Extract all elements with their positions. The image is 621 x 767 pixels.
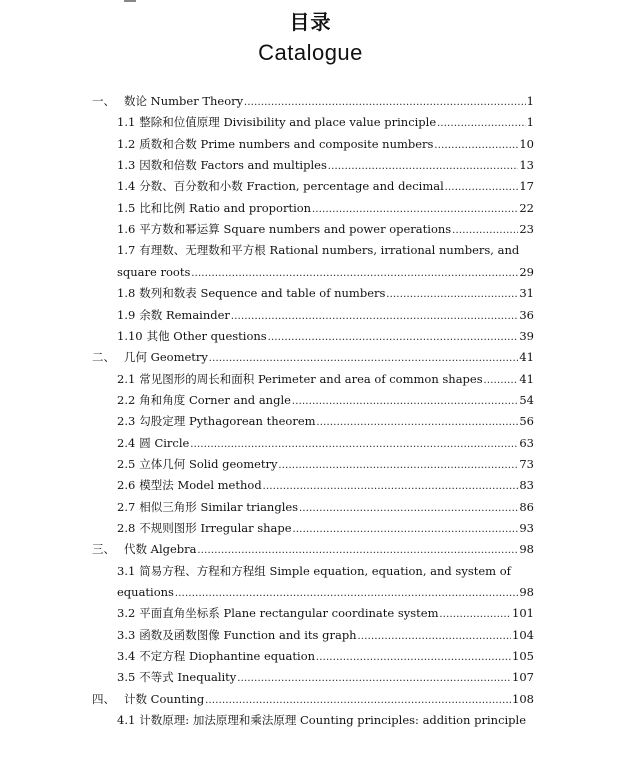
- entry-label: 代数 Algebra: [124, 542, 197, 557]
- page-number: 107: [512, 670, 534, 685]
- toc-section-row[interactable]: [117, 156, 534, 174]
- dot-leader: [237, 669, 511, 687]
- toc-section-row[interactable]: [117, 135, 534, 153]
- dot-leader: [205, 691, 511, 709]
- toc-section-row[interactable]: [117, 199, 534, 217]
- page-number: 1: [526, 115, 534, 130]
- toc-section-row[interactable]: [117, 113, 534, 131]
- entry-label: 分数、百分数和小数 Fraction, percentage and decimal: [139, 179, 444, 194]
- entry-number: 3.4: [117, 649, 136, 664]
- dot-leader: [452, 221, 518, 239]
- dot-leader: [316, 648, 511, 666]
- entry-number: 1.2: [117, 136, 136, 151]
- page-number: 54: [519, 392, 534, 407]
- dot-leader: [484, 371, 519, 389]
- entry-label: 因数和倍数 Factors and multiples: [139, 158, 327, 173]
- toc-section-row-continuation[interactable]: [117, 263, 534, 281]
- toc-section-row[interactable]: [117, 455, 534, 473]
- page-number: 13: [519, 158, 534, 173]
- toc-section-row[interactable]: [117, 370, 534, 388]
- toc-section-row[interactable]: [117, 519, 534, 537]
- toc-section-row[interactable]: [117, 306, 534, 324]
- page-number: 1: [526, 94, 534, 108]
- toc-section-row[interactable]: [117, 327, 534, 345]
- entry-number: 1.5: [117, 200, 136, 215]
- page-title-chinese: 目录: [289, 10, 332, 34]
- entry-number: 二、: [92, 350, 115, 365]
- top-edge-mark: [124, 0, 136, 2]
- toc-section-row[interactable]: [117, 391, 534, 409]
- entry-label: 平方数和幂运算 Square numbers and power operations: [139, 222, 452, 237]
- entry-label: 勾股定理 Pythagorean theorem: [139, 414, 316, 429]
- entry-label: 相似三角形 Similar triangles: [139, 499, 299, 514]
- entry-label: 数论 Number Theory: [124, 94, 244, 108]
- entry-number: 2.3: [117, 414, 136, 429]
- dot-leader: [191, 264, 518, 282]
- entry-label: 不等式 Inequality: [139, 670, 237, 685]
- dot-leader: [209, 349, 518, 367]
- toc-section-row[interactable]: [117, 647, 534, 665]
- entry-label: 圆 Circle: [139, 435, 190, 450]
- page-number: 10: [519, 136, 534, 151]
- entry-label: 比和比例 Ratio and proportion: [139, 200, 312, 215]
- dot-leader: [198, 541, 519, 559]
- toc-section-row[interactable]: [117, 626, 534, 644]
- dot-leader: [231, 307, 518, 325]
- dot-leader: [386, 285, 518, 303]
- entry-label: 模型法 Model method: [139, 478, 262, 493]
- entry-number: 3.3: [117, 627, 136, 642]
- entry-label: 不定方程 Diophantine equation: [139, 649, 316, 664]
- toc-section-row[interactable]: [117, 604, 534, 622]
- entry-label: 立体几何 Solid geometry: [139, 456, 278, 471]
- entry-number: 2.4: [117, 435, 136, 450]
- entry-number: 2.1: [117, 371, 136, 386]
- page-number: 93: [519, 521, 534, 535]
- page-number: 56: [519, 414, 534, 429]
- entry-number: 1.8: [117, 286, 136, 301]
- toc-section-row[interactable]: [117, 562, 534, 580]
- page-number: 29: [519, 264, 534, 279]
- entry-number: 3.1: [117, 563, 136, 578]
- entry-number: 3.2: [117, 606, 136, 621]
- entry-number: 一、: [92, 94, 115, 108]
- entry-label: square roots: [117, 264, 191, 279]
- toc-section-row[interactable]: [117, 498, 534, 516]
- dot-leader: [190, 435, 518, 453]
- page-number: 101: [512, 606, 534, 621]
- entry-label: 余数 Remainder: [139, 307, 230, 322]
- entry-number: 1.7: [117, 243, 136, 258]
- toc-section-row[interactable]: [117, 412, 534, 430]
- page-number: 23: [519, 222, 534, 237]
- entry-label: 计数 Counting: [124, 691, 205, 706]
- dot-leader: [358, 627, 511, 645]
- entry-label: 计数原理: 加法原理和乘法原理 Counting principles: addition principle: [139, 713, 527, 728]
- page-number: 22: [519, 200, 534, 215]
- entry-label: equations: [117, 585, 174, 600]
- dot-leader: [328, 157, 518, 175]
- page-title-english: Catalogue: [258, 40, 363, 65]
- entry-number: 2.7: [117, 499, 136, 514]
- toc-chapter-row[interactable]: [92, 690, 534, 708]
- dot-leader: [439, 605, 511, 623]
- toc-section-row[interactable]: [117, 434, 534, 452]
- dot-leader: [293, 520, 519, 538]
- toc-section-row[interactable]: [117, 177, 534, 195]
- page-number: 86: [519, 499, 534, 514]
- entry-number: 2.5: [117, 456, 136, 471]
- entry-number: 4.1: [117, 713, 136, 728]
- toc-section-row[interactable]: [117, 241, 534, 259]
- dot-leader: [299, 499, 518, 517]
- dot-leader: [312, 200, 518, 218]
- dot-leader: [263, 477, 519, 495]
- page-number: 41: [519, 371, 534, 386]
- dot-leader: [175, 584, 518, 602]
- page-number: 17: [519, 179, 534, 194]
- entry-label: 角和角度 Corner and angle: [139, 392, 291, 407]
- dot-leader: [279, 456, 519, 474]
- entry-label: 有理数、无理数和平方根 Rational numbers, irrational numbers, and: [139, 243, 520, 258]
- toc-section-row[interactable]: [117, 711, 534, 729]
- page-number: 39: [519, 328, 534, 343]
- entry-label: 简易方程、方程和方程组 Simple equation, equation, and system of: [139, 563, 511, 578]
- entry-label: 整除和位值原理 Divisibility and place value principle: [139, 115, 437, 130]
- toc-section-row[interactable]: [117, 284, 534, 302]
- toc-section-row[interactable]: [117, 668, 534, 686]
- dot-leader: [244, 93, 526, 111]
- toc-section-row[interactable]: [117, 220, 534, 238]
- toc-chapter-row[interactable]: [92, 92, 534, 110]
- page-number: 73: [519, 456, 534, 471]
- entry-label: 平面直角坐标系 Plane rectangular coordinate system: [139, 606, 439, 621]
- toc-section-row[interactable]: [117, 476, 534, 494]
- dot-leader: [434, 136, 518, 154]
- entry-label: 不规则图形 Irregular shape: [139, 521, 292, 535]
- entry-number: 1.9: [117, 307, 136, 322]
- page-number: 36: [519, 307, 534, 322]
- page-number: 83: [519, 478, 534, 493]
- entry-number: 2.6: [117, 478, 136, 493]
- dot-leader: [317, 413, 519, 431]
- toc-chapter-row[interactable]: [92, 348, 534, 366]
- entry-number: 1.3: [117, 158, 136, 173]
- page-number: 104: [512, 627, 534, 642]
- dot-leader: [268, 328, 519, 346]
- page-number: 41: [519, 350, 534, 365]
- page-number: 63: [519, 435, 534, 450]
- entry-number: 三、: [92, 542, 115, 557]
- entry-label: 函数及函数图像 Function and its graph: [139, 627, 357, 642]
- toc-chapter-row[interactable]: [92, 540, 534, 558]
- entry-number: 2.8: [117, 521, 136, 535]
- entry-number: 1.1: [117, 115, 136, 130]
- entry-label: 质数和合数 Prime numbers and composite numbers: [139, 136, 434, 151]
- entry-number: 1.4: [117, 179, 136, 194]
- entry-number: 2.2: [117, 392, 136, 407]
- page-number: 31: [519, 286, 534, 301]
- dot-leader: [445, 178, 519, 196]
- entry-label: 几何 Geometry: [124, 350, 208, 365]
- entry-number: 1.6: [117, 222, 136, 237]
- entry-label: 其他 Other questions: [146, 328, 267, 343]
- dot-leader: [437, 114, 526, 132]
- page-number: 108: [512, 691, 534, 706]
- dot-leader: [292, 392, 518, 410]
- page-number: 98: [519, 585, 534, 600]
- entry-number: 3.5: [117, 670, 136, 685]
- page-number: 105: [512, 649, 534, 664]
- entry-number: 1.10: [117, 328, 143, 343]
- entry-number: 四、: [92, 691, 115, 706]
- entry-label: 常见图形的周长和面积 Perimeter and area of common shapes: [139, 371, 483, 386]
- entry-label: 数列和数表 Sequence and table of numbers: [139, 286, 386, 301]
- page-number: 98: [519, 542, 534, 557]
- toc-section-row-continuation[interactable]: [117, 583, 534, 601]
